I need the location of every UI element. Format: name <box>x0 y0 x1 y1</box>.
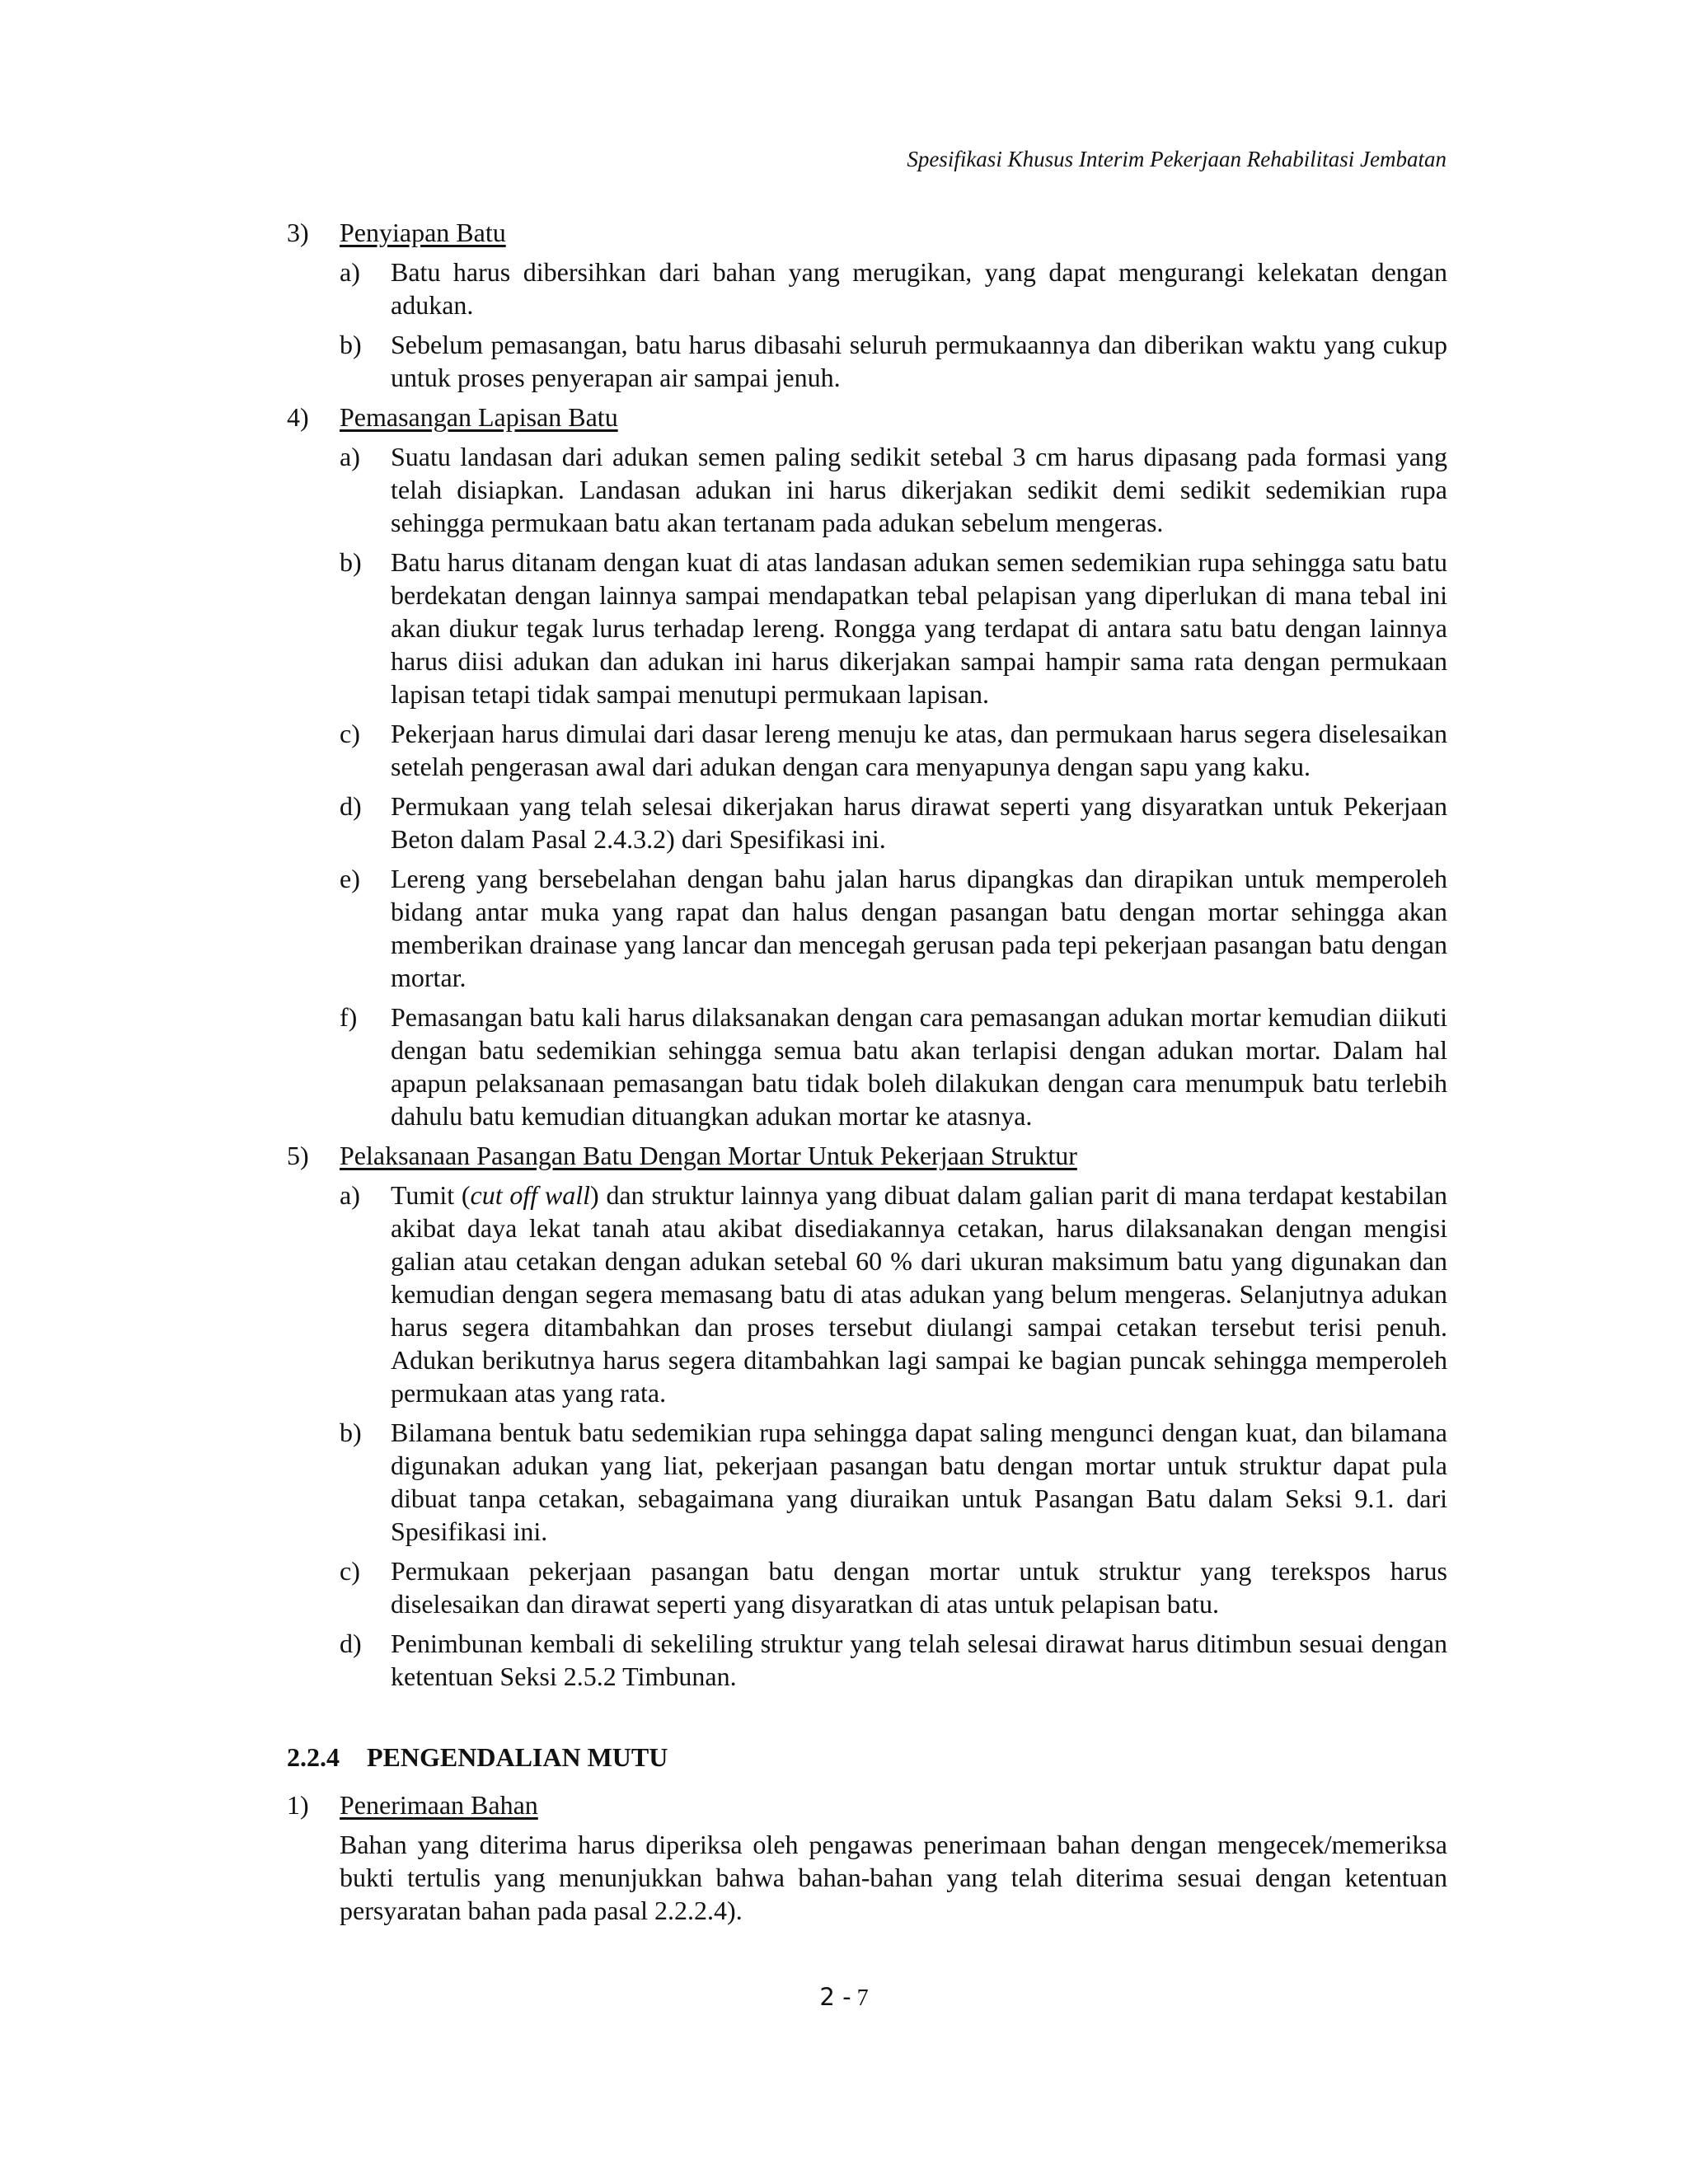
chapter-heading <box>287 1741 1447 1774</box>
list-item <box>340 1416 1447 1548</box>
item-letter: a) <box>340 1180 360 1210</box>
section-penerimaan-bahan <box>287 1788 1447 1927</box>
section-number: 4) <box>287 402 309 432</box>
item-letter: b) <box>340 330 362 359</box>
list-item <box>340 546 1447 710</box>
section-number: 1) <box>287 1790 309 1820</box>
list-item <box>340 1179 1447 1409</box>
list-item <box>340 1001 1447 1132</box>
item-text: Batu harus dibersihkan dari bahan yang merugikan, yang dapat mengurangi kelekatan dengan adukan. <box>391 257 1447 320</box>
section-pelaksanaan-pasangan-batu <box>287 1139 1447 1693</box>
item-letter: d) <box>340 791 362 821</box>
item-text: Permukaan pekerjaan pasangan batu dengan mortar untuk struktur yang terekspos harus diselesaikan dan dirawat seperti yang disyaratkan di atas untuk pelapisan batu. <box>391 1556 1447 1619</box>
item-text: Suatu landasan dari adukan semen paling sedikit setebal 3 cm harus dipasang pada formasi yang telah disiapkan. Landasan adukan ini harus dikerjakan sedikit demi sedikit sedemikian rupa sehingga permukaan batu akan tertanam pada adukan sebelum mengeras. <box>391 442 1447 537</box>
section-number: 5) <box>287 1141 309 1170</box>
item-text: ) dan struktur lainnya yang dibuat dalam galian parit di mana terdapat kestabilan akibat daya lekat tanah atau akibat disediakannya cetakan, harus dilaksanakan dengan mengisi galian atau cetakan dengan adukan setebal 60 % dari ukuran maksimum batu yang digunakan dan kemudian dengan segera memasang batu di atas adukan yang belum mengeras. Selanjutnya adukan harus segera ditambahkan dan proses tersebut diulangi sampai cetakan tersebut terisi penuh. Adukan berikutnya harus segera ditambahkan lagi sampai ke bagian puncak sehingga memperoleh permukaan atas yang rata. <box>391 1180 1447 1408</box>
page-number <box>0 1982 1688 2013</box>
list-item <box>340 1554 1447 1620</box>
list-item <box>340 1627 1447 1693</box>
item-text-start: Tumit ( <box>391 1180 471 1210</box>
item-text: Pekerjaan harus dimulai dari dasar lereng menuju ke atas, dan permukaan harus segera diselesaikan setelah pengerasan awal dari adukan dengan cara menyapunya dengan sapu yang kaku. <box>391 719 1447 781</box>
item-letter: a) <box>340 257 360 287</box>
list-item <box>340 255 1447 321</box>
item-letter: c) <box>340 719 360 748</box>
item-text: Permukaan yang telah selesai dikerjakan harus dirawat seperti yang disyaratkan untuk Pekerjaan Beton dalam Pasal 2.4.3.2) dari Spesifikasi ini. <box>391 791 1447 854</box>
section-paragraph: Bahan yang diterima harus diperiksa oleh pengawas penerimaan bahan dengan mengecek/memeriksa bukti tertulis yang menunjukkan bahwa bahan-bahan yang telah diterima sesuai dengan ketentuan persyaratan bahan pada pasal 2.2.2.4). <box>340 1830 1447 1925</box>
section-title <box>287 216 1447 249</box>
item-letter: c) <box>340 1556 360 1586</box>
running-header: Spesifikasi Khusus Interim Pekerjaan Rehabilitasi Jembatan <box>907 147 1447 171</box>
item-letter: b) <box>340 547 362 577</box>
heading-number: 2.2.4 <box>287 1742 340 1772</box>
section-number: 3) <box>287 218 309 247</box>
page-content <box>287 216 1447 1932</box>
list-item <box>340 717 1447 783</box>
item-italic-term: cut off wall <box>470 1180 591 1210</box>
item-letter: f) <box>340 1002 358 1032</box>
item-text: Batu harus ditanam dengan kuat di atas landasan adukan semen sedemikian rupa sehingga satu batu berdekatan dengan lainnya sampai mendapatkan tebal pelapisan yang diperlukan di mana tebal ini akan diukur tegak lurus terhadap lereng. Rongga yang terdapat di antara satu batu dengan lainnya harus diisi adukan dan adukan ini harus dikerjakan sampai hampir sama rata dengan permukaan lapisan tetapi tidak sampai menutupi permukaan lapisan. <box>391 547 1447 709</box>
section-title <box>287 1788 1447 1821</box>
list-item <box>340 862 1447 994</box>
section-title <box>287 1139 1447 1172</box>
list-item <box>340 440 1447 539</box>
item-letter: b) <box>340 1418 362 1447</box>
list-item <box>340 328 1447 394</box>
item-text: Pemasangan batu kali harus dilaksanakan dengan cara pemasangan adukan mortar kemudian diikuti dengan batu sedemikian sehingga semua batu akan terlapisi dengan adukan mortar. Dalam hal apapun pelaksanaan pemasangan batu tidak boleh dilakukan dengan cara menumpuk batu terlebih dahulu batu kemudian dituangkan adukan mortar ke atasnya. <box>391 1002 1447 1131</box>
item-text: Penimbunan kembali di sekeliling struktur yang telah selesai dirawat harus ditimbun sesuai dengan ketentuan Seksi 2.5.2 Timbunan. <box>391 1629 1447 1691</box>
section-title <box>287 401 1447 434</box>
item-text: Lereng yang bersebelahan dengan bahu jalan harus dipangkas dan dirapikan untuk memperoleh bidang antar muka yang rapat dan halus dengan pasangan batu dengan mortar sehingga akan memberikan drainase yang lancar dan mencegah gerusan pada tepi pekerjaan pasangan batu dengan mortar. <box>391 864 1447 992</box>
item-letter: d) <box>340 1629 362 1658</box>
section-label: Penyiapan Batu <box>340 218 506 247</box>
section-label: Pelaksanaan Pasangan Batu Dengan Mortar Untuk Pekerjaan Struktur <box>340 1141 1077 1170</box>
item-text: Bilamana bentuk batu sedemikian rupa sehingga dapat saling mengunci dengan kuat, dan bilamana digunakan adukan yang liat, pekerjaan pasangan batu dengan mortar untuk struktur dapat pula dibuat tanpa cetakan, sebagaimana yang diuraikan untuk Pasangan Batu dalam Seksi 9.1. dari Spesifikasi ini. <box>391 1418 1447 1546</box>
section-penyiapan-batu <box>287 216 1447 394</box>
item-letter: a) <box>340 442 360 471</box>
item-letter: e) <box>340 864 360 893</box>
page-number-prefix: 2 - <box>819 1983 851 2011</box>
heading-title: PENGENDALIAN MUTU <box>367 1742 668 1772</box>
item-text: Sebelum pemasangan, batu harus dibasahi seluruh permukaannya dan diberikan waktu yang cukup untuk proses penyerapan air sampai jenuh. <box>391 330 1447 392</box>
list-item <box>340 790 1447 855</box>
page-number-value: 7 <box>856 1985 869 2011</box>
section-pemasangan-lapisan-batu <box>287 401 1447 1132</box>
section-label: Penerimaan Bahan <box>340 1790 538 1820</box>
section-label: Pemasangan Lapisan Batu <box>340 402 618 432</box>
